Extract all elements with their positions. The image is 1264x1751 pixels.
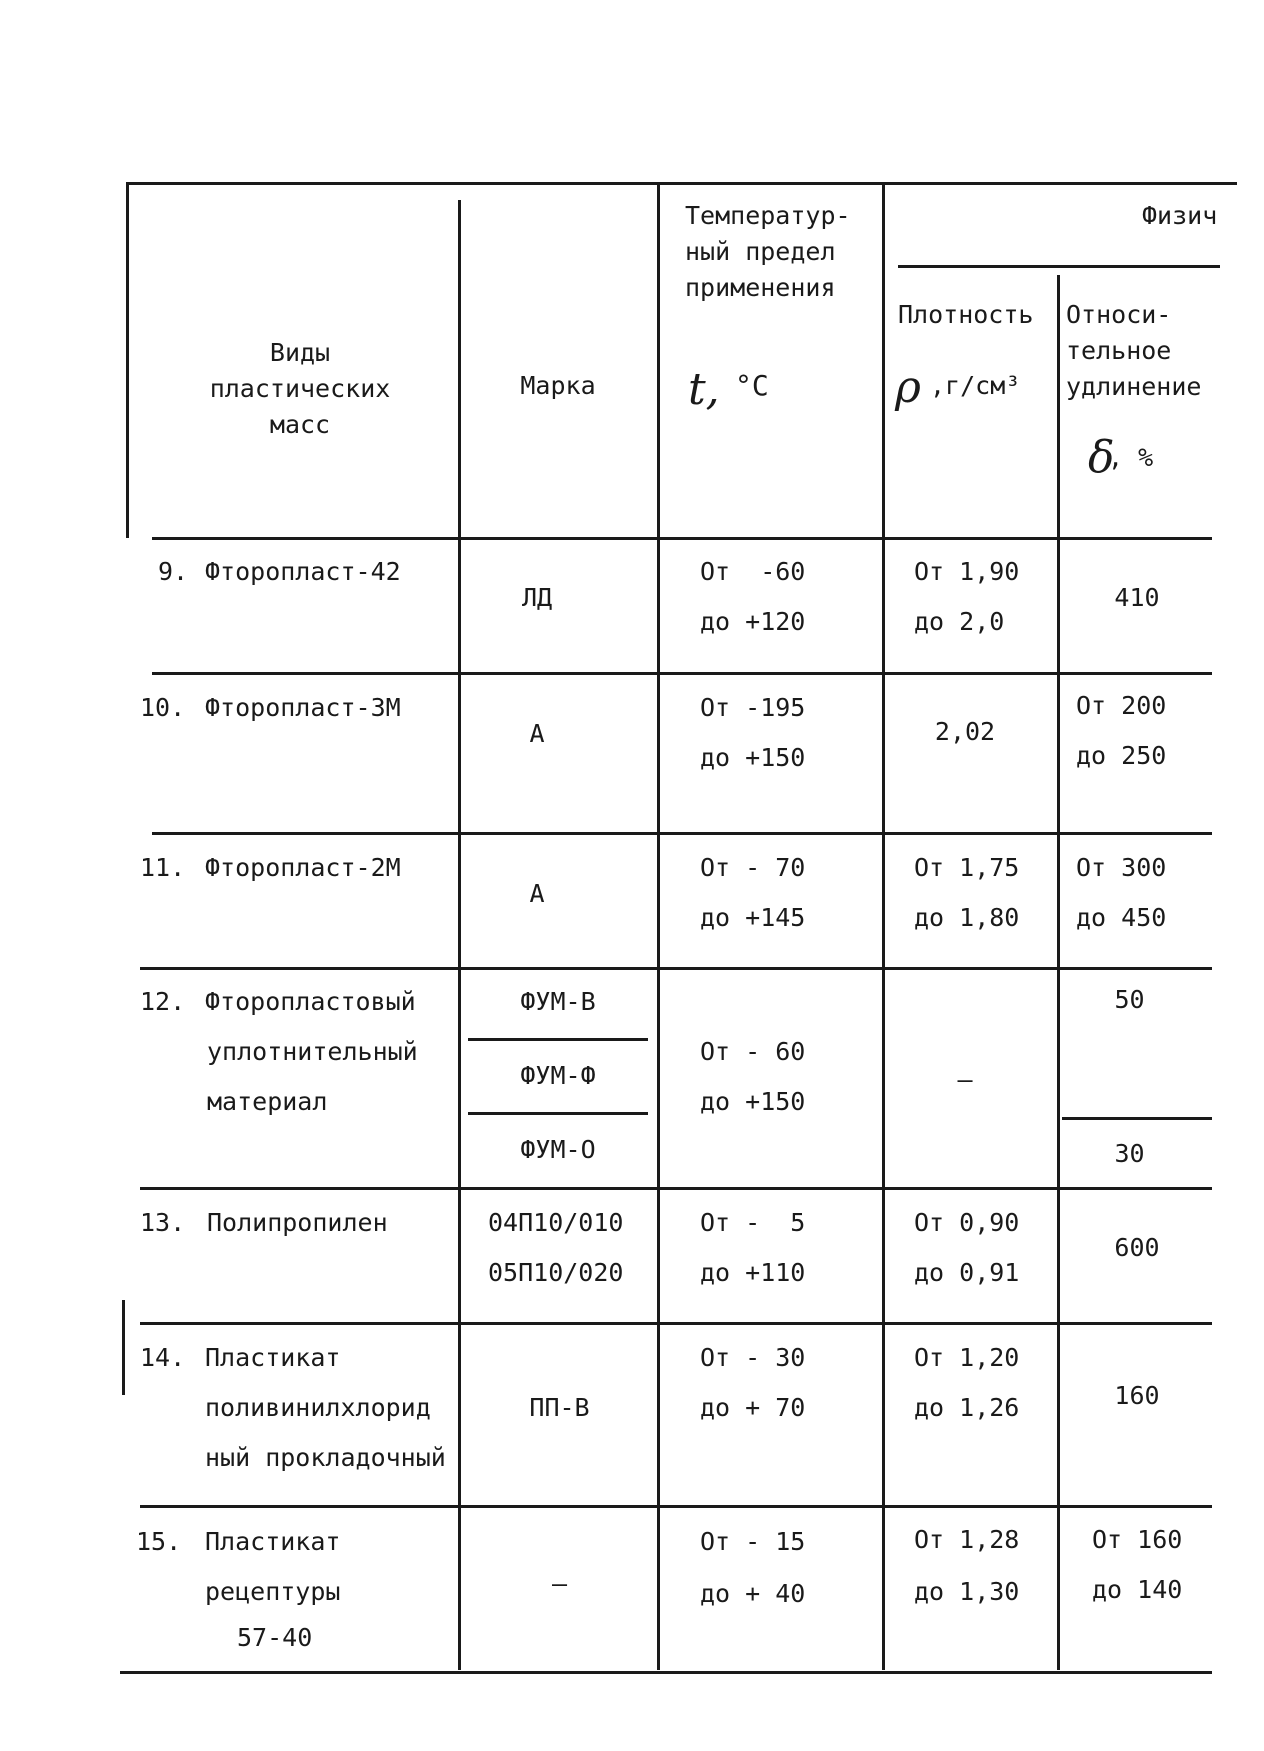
row-temp-to: до +150 [700, 743, 806, 772]
row-name-line: уплотнительный [207, 1037, 418, 1066]
row-grade-sub: ФУМ-О [520, 1135, 596, 1164]
header-temp: Температур- ный предел применения [685, 201, 851, 302]
row-elong-to: до 450 [1076, 903, 1167, 932]
header-density-unit: ,г/см³ [930, 371, 1021, 400]
row-temp-to: до + 70 [700, 1393, 806, 1422]
row-number: 12. [140, 987, 186, 1016]
row-elong-from: От 160 [1092, 1525, 1183, 1554]
row-grade-sub: ФУМ-Ф [520, 1061, 596, 1090]
row-grade-line: 04П10/010 [488, 1208, 624, 1237]
row-name-line: ный прокладочный [205, 1443, 446, 1472]
row-name-line: 57-40 [237, 1623, 313, 1652]
header-elong: Относи- тельное удлинение [1066, 300, 1202, 401]
row-grade-sub: ФУМ-В [520, 987, 596, 1016]
row-sep [152, 537, 1212, 540]
row-temp-from: От - 60 [700, 1037, 806, 1066]
header-density: Плотность [898, 300, 1034, 329]
row-number: 9. [158, 557, 189, 586]
row-grade: ПП-В [529, 1393, 590, 1422]
row-density-from: От 1,75 [914, 853, 1020, 882]
row-temp-to: до +110 [700, 1258, 806, 1287]
row-number: 10. [140, 693, 186, 722]
row-temp-from: От - 5 [700, 1208, 806, 1237]
row-elong-to: до 140 [1092, 1575, 1183, 1604]
grade-sub-sep [468, 1112, 648, 1115]
row-temp-from: От - 15 [700, 1527, 806, 1556]
row-temp-from: От - 30 [700, 1343, 806, 1372]
row-sep [140, 1187, 1212, 1190]
row-grade: А [529, 719, 545, 748]
row-temp-to: до +120 [700, 607, 806, 636]
header-group: Физич [1142, 201, 1218, 230]
row-sep [152, 832, 1212, 835]
row-density-to: до 1,80 [914, 903, 1020, 932]
row-grade: — [551, 1569, 568, 1598]
header-group-underline [898, 265, 1220, 268]
row-elong-top: 50 [1114, 985, 1145, 1014]
header-temp-symbol: t, [688, 364, 720, 415]
row-grade: ЛД [521, 583, 553, 612]
row-elong-from: От 200 [1076, 691, 1167, 720]
row-density: 2,02 [934, 717, 996, 746]
row-name: Фторопласт-42 [205, 557, 401, 586]
row-sep [140, 967, 1212, 970]
col-sep-density [882, 182, 885, 1670]
header-elong-symbol: δ [1088, 432, 1115, 483]
row-density-from: От 1,20 [914, 1343, 1020, 1372]
col-sep-temp [657, 182, 660, 1670]
row-density-from: От 1,90 [914, 557, 1020, 586]
row-elong-to: до 250 [1076, 741, 1167, 770]
row-density-to: до 0,91 [914, 1258, 1020, 1287]
table-top-border [127, 182, 1237, 185]
table-left-border-stub [122, 1300, 125, 1395]
row-sep [152, 672, 1212, 675]
row-temp-to: до + 40 [700, 1579, 806, 1608]
row-name: Фторопласт-2М [205, 853, 401, 882]
header-kind: Виды пластических масс [209, 338, 391, 439]
row-name-line: Фторопластовый [205, 987, 416, 1016]
row-number: 14. [140, 1343, 186, 1372]
row-name-line: поливинилхлорид [205, 1393, 431, 1422]
header-grade: Марка [520, 371, 596, 400]
header-elong-unit: , % [1108, 443, 1154, 472]
col-sep-elong [1057, 275, 1060, 1670]
row-sep [140, 1505, 1212, 1508]
row-name: Полипропилен [207, 1208, 388, 1237]
row-number: 11. [140, 853, 186, 882]
row-elong: 410 [1114, 583, 1160, 612]
row-elong-from: От 300 [1076, 853, 1167, 882]
table-bottom-border [120, 1671, 1212, 1674]
row-temp-to: до +145 [700, 903, 806, 932]
row-name: Фторопласт-3М [205, 693, 401, 722]
row-name-line: материал [207, 1087, 328, 1116]
row-temp-from: От -195 [700, 693, 806, 722]
grade-sub-sep [468, 1038, 648, 1041]
row-temp-from: От - 70 [700, 853, 806, 882]
row-name-line: Пластикат [205, 1343, 341, 1372]
table-left-border [126, 182, 129, 538]
row-density-to: до 2,0 [914, 607, 1005, 636]
row-elong: 600 [1114, 1233, 1160, 1262]
row-name-line: Пластикат [205, 1527, 341, 1556]
row-elong: 160 [1114, 1381, 1160, 1410]
row-number: 13. [140, 1208, 186, 1237]
row-name-line: рецептуры [205, 1577, 341, 1606]
row-grade: А [529, 879, 545, 908]
col-sep-grade [458, 200, 461, 1670]
row-density: — [957, 1065, 973, 1094]
row-density-to: до 1,30 [914, 1577, 1020, 1606]
row-temp-from: От -60 [700, 557, 806, 586]
row-density-from: От 1,28 [914, 1525, 1020, 1554]
row-density-from: От 0,90 [914, 1208, 1020, 1237]
row-sep [140, 1322, 1212, 1325]
row-density-to: до 1,26 [914, 1393, 1020, 1422]
row-grade-line: 05П10/020 [488, 1258, 624, 1287]
header-temp-unit: °C [735, 369, 769, 402]
header-density-symbol: ρ [895, 362, 921, 413]
row-elong-bottom: 30 [1114, 1139, 1145, 1168]
elong-sub-sep [1062, 1117, 1212, 1120]
row-number: 15. [136, 1527, 182, 1556]
row-temp-to: до +150 [700, 1087, 806, 1116]
